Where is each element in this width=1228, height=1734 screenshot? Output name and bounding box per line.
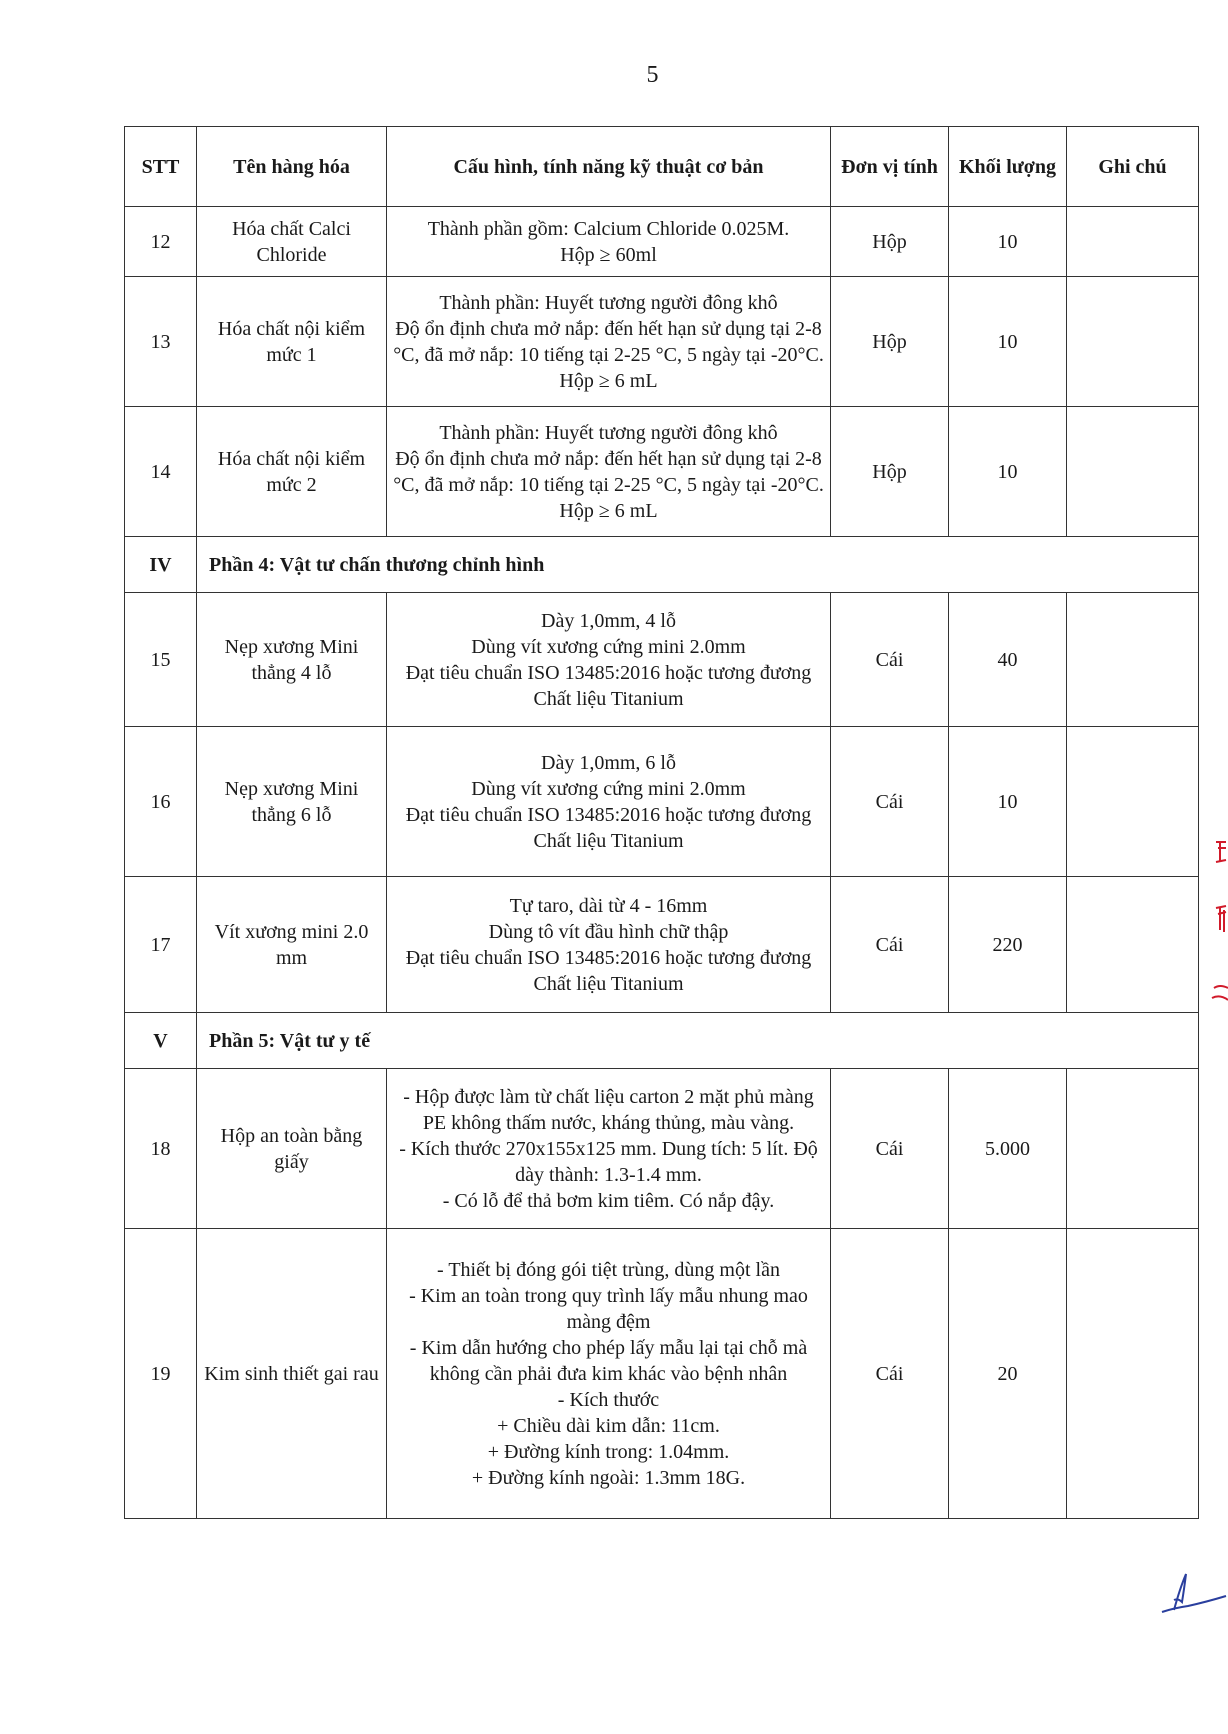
row-name: Nẹp xương Mini thẳng 6 lỗ [197,727,387,877]
row-name: Hóa chất nội kiểm mức 1 [197,277,387,407]
row-unit: Cái [831,1229,949,1519]
row-stt: 18 [125,1069,197,1229]
row-note [1067,407,1199,537]
row-qty: 20 [949,1229,1067,1519]
row-qty: 5.000 [949,1069,1067,1229]
row-spec: Thành phần: Huyết tương người đông khô Độ ổn định chưa mở nắp: đến hết hạn sử dụng tại 2-8 °C, đã mở nắp: 10 tiếng tại 2-25 °C, 5 ngày tại -20°C. Hộp ≥ 6 mL [387,277,831,407]
row-note [1067,593,1199,727]
row-stt: 13 [125,277,197,407]
header-spec: Cấu hình, tính năng kỹ thuật cơ bản [387,127,831,207]
row-name: Hóa chất nội kiểm mức 2 [197,407,387,537]
table-row [125,1229,1199,1519]
row-unit: Cái [831,727,949,877]
table-row [125,593,1199,727]
section-4-title: Phần 4: Vật tư chấn thương chỉnh hình [197,537,1199,593]
header-note: Ghi chú [1067,127,1199,207]
row-note [1067,277,1199,407]
row-spec: Thành phần: Huyết tương người đông khô Độ ổn định chưa mở nắp: đến hết hạn sử dụng tại 2-8 °C, đã mở nắp: 10 tiếng tại 2-25 °C, 5 ngày tại -20°C. Hộp ≥ 6 mL [387,407,831,537]
row-spec: Thành phần gồm: Calcium Chloride 0.025M. Hộp ≥ 60ml [387,207,831,277]
row-name: Kim sinh thiết gai rau [197,1229,387,1519]
row-qty: 10 [949,407,1067,537]
table-row [125,727,1199,877]
row-spec: Dày 1,0mm, 4 lỗ Dùng vít xương cứng mini 2.0mm Đạt tiêu chuẩn ISO 13485:2016 hoặc tương đương Chất liệu Titanium [387,593,831,727]
row-qty: 220 [949,877,1067,1013]
row-qty: 10 [949,277,1067,407]
signature-icon [1160,1568,1228,1620]
table-row [125,207,1199,277]
section-row-4 [125,537,1199,593]
row-unit: Cái [831,1069,949,1229]
row-note [1067,727,1199,877]
section-row-5 [125,1013,1199,1069]
page-number: 5 [646,62,659,88]
row-name: Hóa chất Calci Chloride [197,207,387,277]
row-unit: Cái [831,877,949,1013]
row-unit: Hộp [831,407,949,537]
row-qty: 40 [949,593,1067,727]
row-note [1067,207,1199,277]
row-note [1067,1229,1199,1519]
section-5-title: Phần 5: Vật tư y tế [197,1013,1199,1069]
row-spec: Dày 1,0mm, 6 lỗ Dùng vít xương cứng mini 2.0mm Đạt tiêu chuẩn ISO 13485:2016 hoặc tương đương Chất liệu Titanium [387,727,831,877]
row-note [1067,1069,1199,1229]
header-stt: STT [125,127,197,207]
row-stt: 12 [125,207,197,277]
stamp-fragment-icon [1210,838,1228,1008]
row-name: Nẹp xương Mini thẳng 4 lỗ [197,593,387,727]
goods-table [124,126,1199,1519]
table-row [125,1069,1199,1229]
goods-table-wrapper [124,126,1198,1519]
row-unit: Cái [831,593,949,727]
row-stt: 19 [125,1229,197,1519]
row-unit: Hộp [831,277,949,407]
header-qty: Khối lượng [949,127,1067,207]
table-row [125,877,1199,1013]
row-name: Vít xương mini 2.0 mm [197,877,387,1013]
section-5-number: V [125,1013,197,1069]
table-header-row [125,127,1199,207]
header-name: Tên hàng hóa [197,127,387,207]
row-stt: 17 [125,877,197,1013]
row-qty: 10 [949,207,1067,277]
stamp-strokes [1212,842,1228,1000]
row-qty: 10 [949,727,1067,877]
section-4-number: IV [125,537,197,593]
signature-stroke [1162,1574,1226,1612]
row-note [1067,877,1199,1013]
row-stt: 16 [125,727,197,877]
row-stt: 15 [125,593,197,727]
row-stt: 14 [125,407,197,537]
row-spec: Tự taro, dài từ 4 - 16mm Dùng tô vít đầu hình chữ thập Đạt tiêu chuẩn ISO 13485:2016 hoặc tương đương Chất liệu Titanium [387,877,831,1013]
table-row [125,407,1199,537]
row-name: Hộp an toàn bằng giấy [197,1069,387,1229]
row-spec: - Thiết bị đóng gói tiệt trùng, dùng một lần - Kim an toàn trong quy trình lấy mẫu nhung mao màng đệm - Kim dẫn hướng cho phép lấy mẫu lại tại chỗ mà không cần phải đưa kim khác vào bệnh nhân - Kích thước + Chiều dài kim dẫn: 11cm. + Đường kính trong: 1.04mm. + Đường kính ngoài: 1.3mm 18G. [387,1229,831,1519]
table-row [125,277,1199,407]
row-spec: - Hộp được làm từ chất liệu carton 2 mặt phủ màng PE không thấm nước, kháng thủng, màu vàng. - Kích thước 270x155x125 mm. Dung tích: 5 lít. Độ dày thành: 1.3-1.4 mm. - Có lỗ để thả bơm kim tiêm. Có nắp đậy. [387,1069,831,1229]
header-unit: Đơn vị tính [831,127,949,207]
row-unit: Hộp [831,207,949,277]
